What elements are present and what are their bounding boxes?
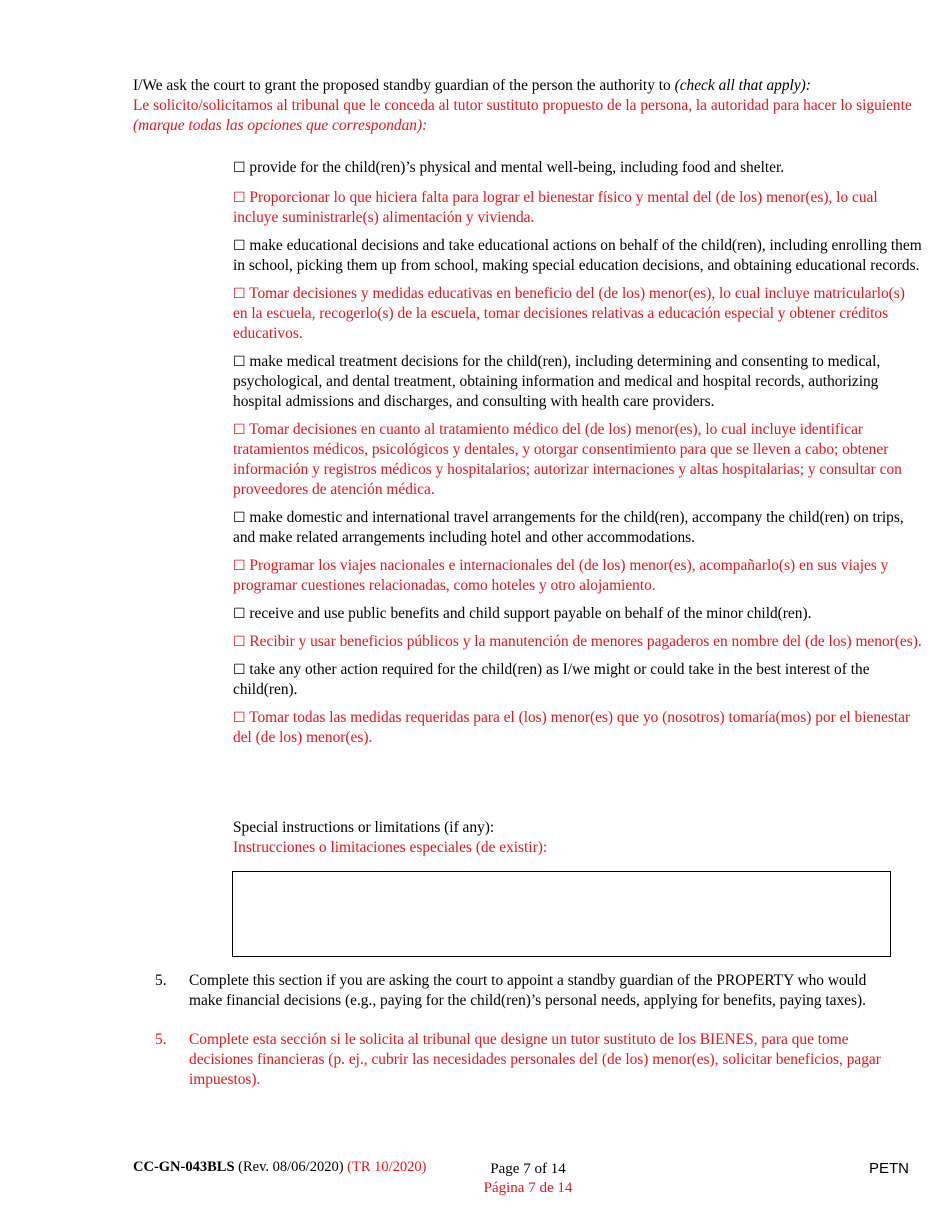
item-text: Complete esta sección si le solicita al tribunal que designe un tutor sustituto de los BIENES, para que tome decisiones financieras (p. ej., cubrir las necesidades personales del (de los) menor(es), solicitar beneficios, pagar impuestos). (189, 1031, 881, 1088)
option-en-6: ☐ take any other action required for the child(ren) as I/we might or could take in the best interest of the child(ren). (233, 661, 870, 698)
intro-english: I/We ask the court to grant the proposed standby guardian of the person the authority to (check all that apply): (133, 77, 811, 94)
special-label-spanish: Instrucciones o limitaciones especiales (de existir): (233, 839, 548, 856)
option-es-4: ☐ Programar los viajes nacionales e internacionales del (de los) menor(es), acompañarlo(s) en sus viajes y programar cuestiones relacionadas, como hoteles y otro alojamiento. (233, 557, 889, 594)
option-en-5: ☐ receive and use public benefits and child support payable on behalf of the minor child(ren). (233, 605, 812, 622)
option-es-1: ☐ Proporcionar lo que hiciera falta para lograr el bienestar físico y mental del (de los) menor(es), lo cual incluye suministrarle(s) alimentación y vivienda. (233, 189, 878, 226)
checkbox-icon[interactable]: ☐ (233, 606, 246, 622)
option-es-3: ☐ Tomar decisiones en cuanto al tratamiento médico del (de los) menor(es), lo cual incluye identificar tratamientos médicos, psicológicos y dentales, y otorgar consentimiento para que se lleven a cabo; obtener información y registros médicos y hospitalarios; autorizar internaciones y altas hospitalarias; y consultar con proveedores de atención médica. (233, 421, 902, 498)
checkbox-icon[interactable]: ☐ (233, 286, 246, 302)
option-en-2: ☐ make educational decisions and take educational actions on behalf of the child(ren), including enrolling them in school, picking them up from school, making special education decisions, and obtaining educational records. (233, 237, 922, 274)
checkbox-icon[interactable]: ☐ (233, 160, 246, 176)
form-code: CC-GN-043BLS (Rev. 08/06/2020) (TR 10/2020) (133, 1159, 427, 1175)
option-en-4: ☐ make domestic and international travel arrangements for the child(ren), accompany the child(ren) on trips, and make related arrangements including hotel and other accommodations. (233, 509, 904, 546)
special-instructions-field[interactable] (232, 871, 891, 957)
option-es-2: ☐ Tomar decisiones y medidas educativas en beneficio del (de los) menor(es), lo cual incluye matricularlo(s) en la escuela, recogerlo(s) de la escuela, tomar decisiones relativas a educación especial y obtener créditos educativos. (233, 285, 905, 342)
checkbox-icon[interactable]: ☐ (233, 354, 246, 370)
checkbox-icon[interactable]: ☐ (233, 238, 246, 254)
intro-spanish: Le solicito/solicitamos al tribunal que le conceda al tutor sustituto propuesto de la persona, la autoridad para hacer lo siguiente (marque todas las opciones que correspondan): (133, 97, 912, 134)
option-en-1: ☐ provide for the child(ren)’s physical and mental well-being, including food and shelter. (233, 159, 785, 176)
item-number: 5. (155, 972, 167, 989)
checkbox-icon[interactable]: ☐ (233, 510, 246, 526)
checkbox-icon[interactable]: ☐ (233, 662, 246, 678)
page-number-spanish: Página 7 de 14 (483, 1180, 573, 1196)
page-number (0, 1160, 950, 1198)
intro-block (133, 76, 933, 136)
form-type-label: PETN (869, 1160, 910, 1177)
special-instructions-label (233, 818, 893, 858)
authority-options (233, 158, 923, 756)
checkbox-icon[interactable]: ☐ (233, 558, 246, 574)
checkbox-icon[interactable]: ☐ (233, 634, 246, 650)
option-es-6: ☐ Tomar todas las medidas requeridas para el (los) menor(es) que yo (nosotros) tomaría(mos) por el bienestar del (de los) menor(es). (233, 709, 911, 746)
option-en-3: ☐ make medical treatment decisions for the child(ren), including determining and consenting to medical, psychological, and dental treatment, obtaining information and medical and hospital records, authorizing hospital admissions and discharges, and consulting with health care providers. (233, 353, 881, 410)
checkbox-icon[interactable]: ☐ (233, 422, 246, 438)
item-number: 5. (155, 1031, 167, 1048)
page-number-english: Page 7 of 14 (490, 1161, 566, 1177)
checkbox-icon[interactable]: ☐ (233, 710, 246, 726)
item-text: Complete this section if you are asking the court to appoint a standby guardian of the PROPERTY who would make financial decisions (e.g., paying for the child(ren)’s personal needs, applying for benefits, paying taxes). (189, 972, 867, 1009)
checkbox-icon[interactable]: ☐ (233, 190, 246, 206)
option-es-5: ☐ Recibir y usar beneficios públicos y la manutención de menores pagaderos en nombre del (de los) menor(es). (233, 633, 922, 650)
special-label-english: Special instructions or limitations (if any): (233, 819, 495, 836)
